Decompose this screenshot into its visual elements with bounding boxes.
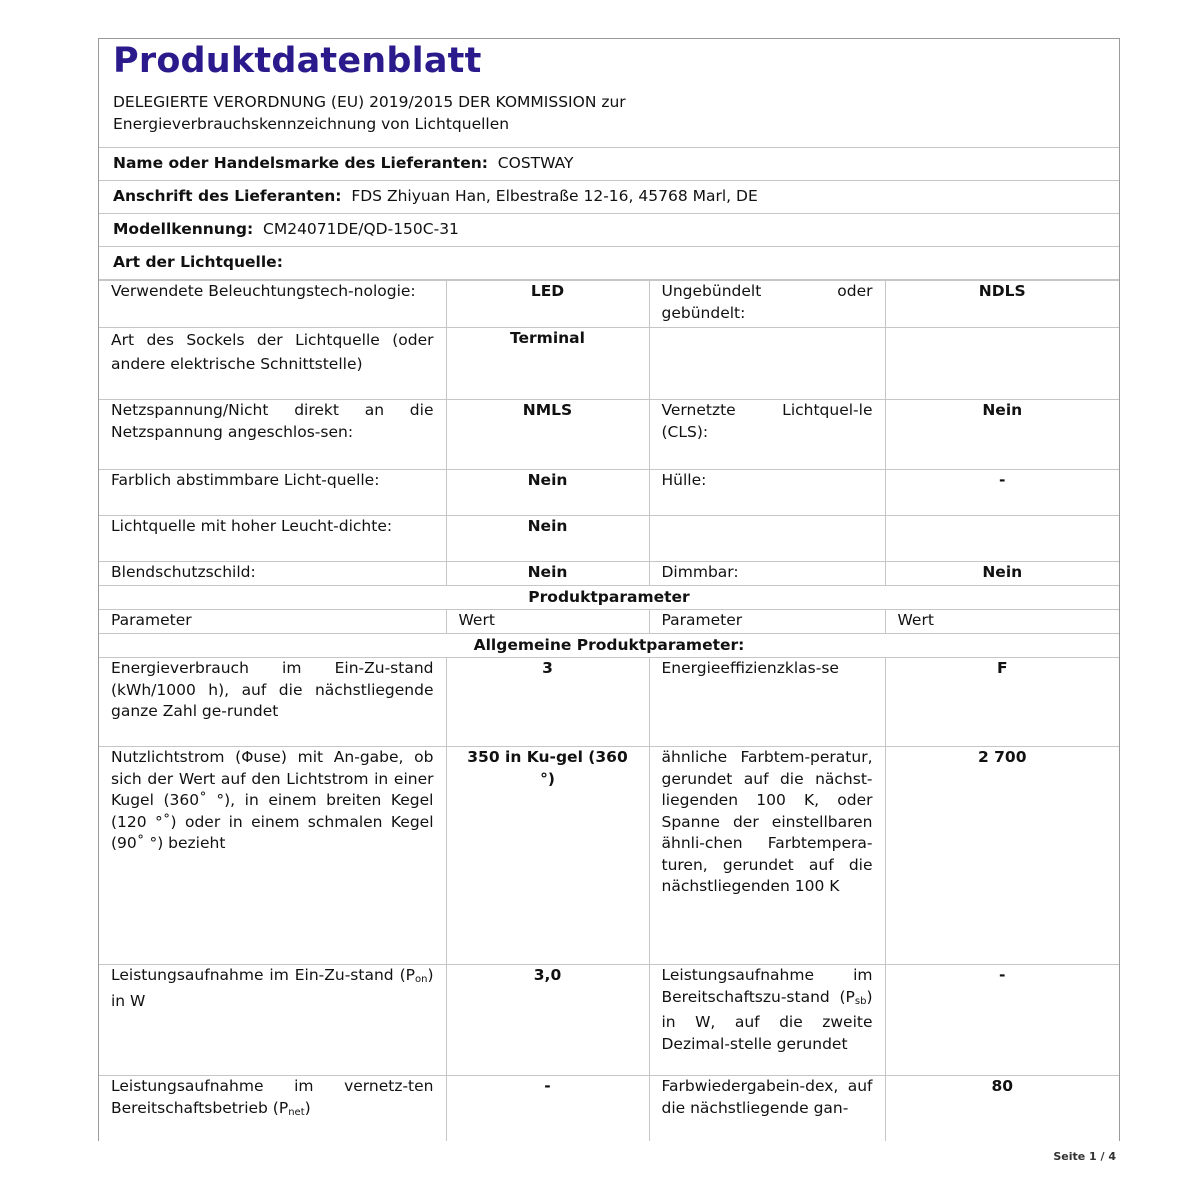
page-number: Seite 1 / 4 <box>1053 1150 1116 1163</box>
column-header-wert: Wert <box>446 610 649 634</box>
param-subscript: on <box>414 974 428 985</box>
supplier-address-label: Anschrift des Lieferanten: <box>113 187 342 205</box>
value-cell: Nein <box>446 516 649 562</box>
param-text: ) in W <box>111 966 434 1010</box>
param-cell: Netzspannung/Nicht direkt an die Netzspannung angeschlos-sen: <box>99 400 446 470</box>
value-cell: - <box>885 470 1119 516</box>
column-header-row <box>99 610 1119 634</box>
param-cell: Farbwiedergabein-dex, auf die nächstliegende gan- <box>649 1076 885 1142</box>
supplier-address-value: FDS Zhiyuan Han, Elbestraße 12-16, 45768 Marl, DE <box>351 187 758 205</box>
value-cell: 3 <box>446 658 649 747</box>
lightsource-type-row <box>99 247 1119 280</box>
param-cell: Ungebündelt oder gebündelt: <box>649 281 885 328</box>
value-cell: 350 in Ku-gel (360 °) <box>446 747 649 965</box>
product-data-sheet <box>98 38 1120 1141</box>
param-cell: Lichtquelle mit hoher Leucht-dichte: <box>99 516 446 562</box>
column-header-wert: Wert <box>885 610 1119 634</box>
table-row <box>99 328 1119 400</box>
table-row <box>99 1076 1119 1142</box>
param-cell: Verwendete Beleuchtungstech-nologie: <box>99 281 446 328</box>
param-cell <box>649 516 885 562</box>
supplier-name-label: Name oder Handelsmarke des Lieferanten: <box>113 154 488 172</box>
value-cell: F <box>885 658 1119 747</box>
section-header-row <box>99 634 1119 658</box>
table-row <box>99 281 1119 328</box>
param-subscript: sb <box>854 995 867 1007</box>
model-row <box>99 214 1119 247</box>
param-text: ) in W, auf die zweite Dezimal-stelle gerundet <box>661 987 873 1053</box>
section-header-row <box>99 586 1119 610</box>
value-cell: - <box>885 965 1119 1076</box>
param-text: Leistungsaufnahme im Ein-Zu-stand (P <box>111 966 415 984</box>
param-cell: ähnliche Farbtem-peratur, gerundet auf die nächst-liegenden 100 K, oder Spanne der einstellbaren ähnli-chen Farbtempera-turen, gerundet auf die nächstliegenden 100 K <box>649 747 885 965</box>
value-cell: NMLS <box>446 400 649 470</box>
param-cell: Hülle: <box>649 470 885 516</box>
param-subscript: net <box>288 1106 305 1118</box>
table-row <box>99 965 1119 1076</box>
param-cell: Art des Sockels der Lichtquelle (oder andere elektrische Schnittstelle) <box>99 328 446 400</box>
value-cell: Nein <box>885 562 1119 586</box>
supplier-address-row <box>99 181 1119 214</box>
value-cell: 80 <box>885 1076 1119 1142</box>
param-cell: Dimmbar: <box>649 562 885 586</box>
table-row <box>99 400 1119 470</box>
value-cell: NDLS <box>885 281 1119 328</box>
supplier-name-row <box>99 148 1119 181</box>
param-cell: Nutzlichtstrom (Φuse) mit An-gabe, ob sich der Wert auf den Lichtstrom in einer Kugel (360˚ °), in einem breiten Kegel (120 °˚) oder in einem schmalen Kegel (90˚ °) bezieht <box>99 747 446 965</box>
value-cell: LED <box>446 281 649 328</box>
subtitle-line-1: DELEGIERTE VERORDNUNG (EU) 2019/2015 DER KOMMISSION zur <box>113 93 626 111</box>
param-cell: Energieeffizienzklas-se <box>649 658 885 747</box>
param-cell: Energieverbrauch im Ein-Zu-stand (kWh/1000 h), auf die nächstliegende ganze Zahl ge-rundet <box>99 658 446 747</box>
value-cell: 3,0 <box>446 965 649 1076</box>
param-cell <box>99 965 446 1076</box>
param-text: Leistungsaufnahme im vernetz-ten Bereitschaftsbetrieb (P <box>111 1077 434 1117</box>
page-title: Produktdatenblatt <box>113 41 482 81</box>
table-row <box>99 747 1119 965</box>
value-cell: Nein <box>446 470 649 516</box>
column-header-parameter: Parameter <box>99 610 446 634</box>
table-row <box>99 470 1119 516</box>
subtitle-line-2: Energieverbrauchskennzeichnung von Lichtquellen <box>113 115 510 133</box>
table-row <box>99 516 1119 562</box>
section-allgemein: Allgemeine Produktparameter: <box>99 634 1119 658</box>
param-cell: Blendschutzschild: <box>99 562 446 586</box>
value-cell: Nein <box>885 400 1119 470</box>
param-cell: Farblich abstimmbare Licht-quelle: <box>99 470 446 516</box>
param-cell: Vernetzte Lichtquel-le (CLS): <box>649 400 885 470</box>
parameter-table <box>99 280 1119 1141</box>
value-cell <box>885 516 1119 562</box>
table-row <box>99 562 1119 586</box>
value-cell: 2 700 <box>885 747 1119 965</box>
supplier-name-value: COSTWAY <box>497 154 574 172</box>
value-cell: - <box>446 1076 649 1142</box>
model-value: CM24071DE/QD-150C-31 <box>263 220 459 238</box>
value-cell <box>885 328 1119 400</box>
param-cell <box>649 328 885 400</box>
param-cell <box>99 1076 446 1142</box>
value-cell: Terminal <box>446 328 649 400</box>
param-text: Leistungsaufnahme im Bereitschaftszu-stand (P <box>661 966 873 1006</box>
value-cell: Nein <box>446 562 649 586</box>
table-row <box>99 658 1119 747</box>
column-header-parameter: Parameter <box>649 610 885 634</box>
model-label: Modellkennung: <box>113 220 254 238</box>
regulation-subtitle <box>99 91 1119 148</box>
param-cell <box>649 965 885 1076</box>
lightsource-type-label: Art der Lichtquelle: <box>113 253 283 271</box>
section-produktparameter: Produktparameter <box>99 586 1119 610</box>
param-text: ) <box>304 1098 311 1117</box>
